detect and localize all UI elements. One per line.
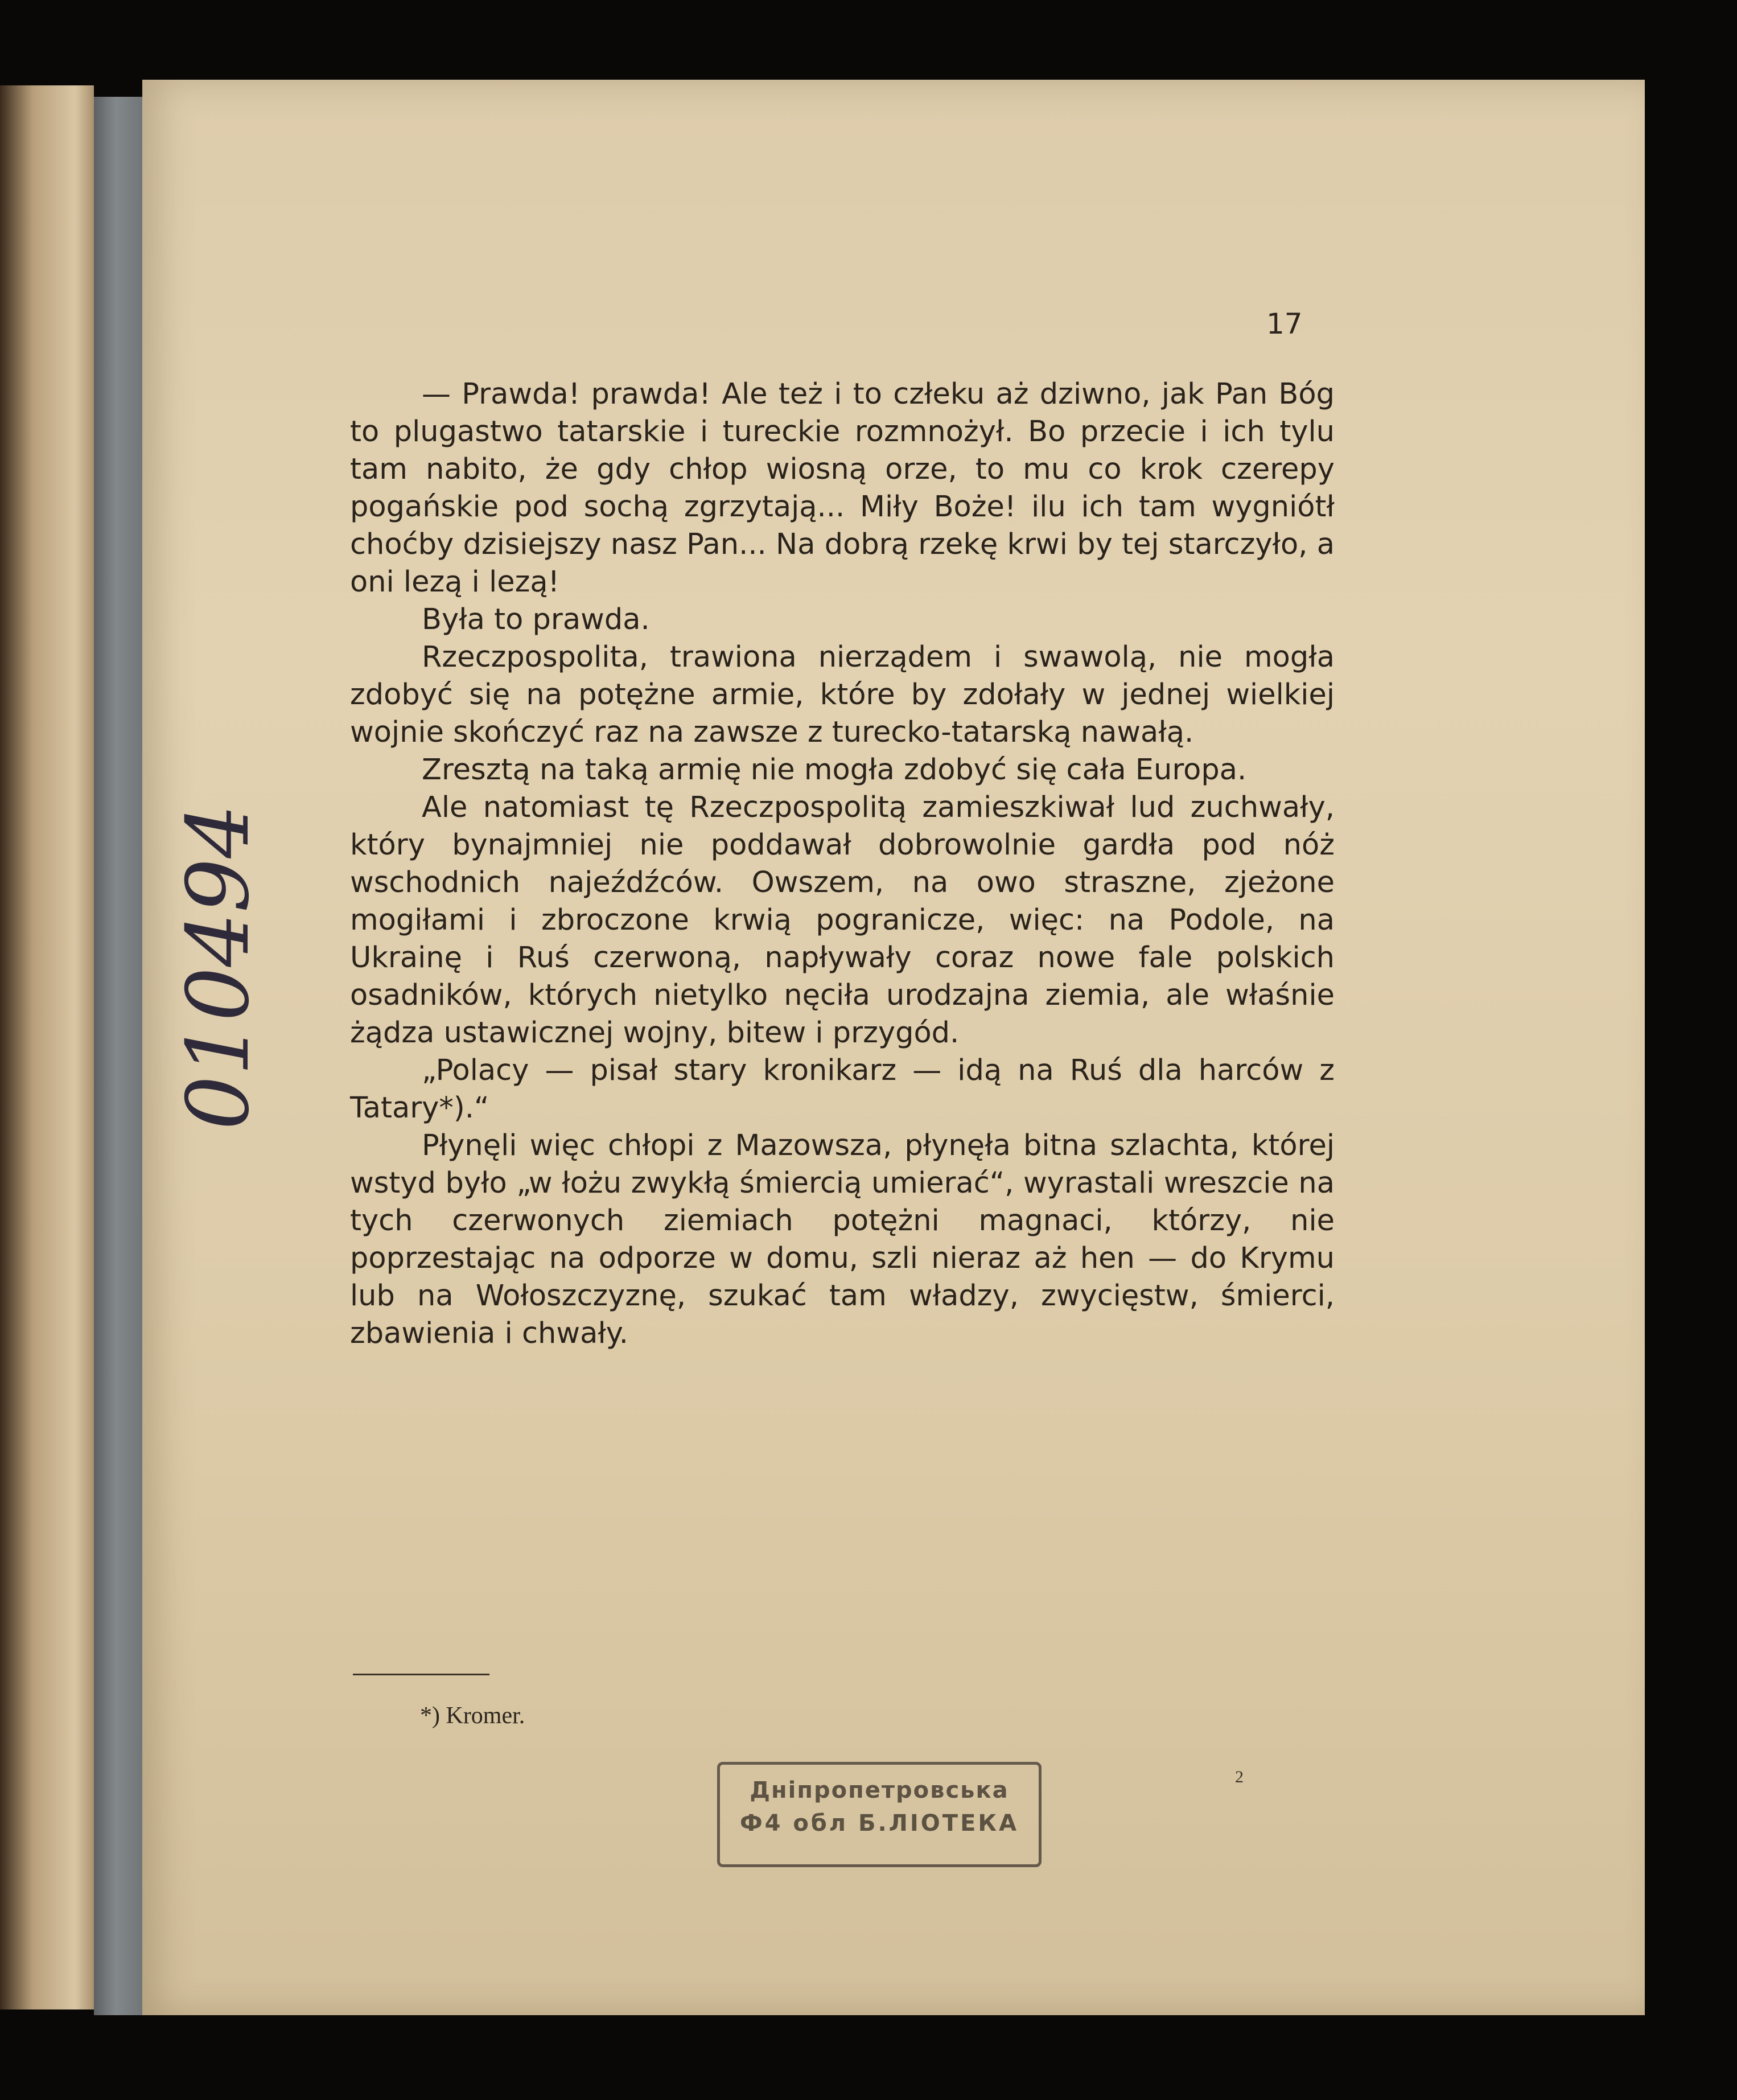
handwritten-number-group <box>169 804 268 1130</box>
stamp-line-1: Дніпропетровська <box>750 1777 1009 1803</box>
paragraph-5: Ale natomiast tę Rzeczpospolitą zamieszkiwał lud zuchwały, który bynajmniej nie poddawał dobrowolnie gardła pod nóż wschodnich najeźdźców. Owszem, na owo straszne, zjeżone mogiłami i zbroczone krwią pogranicze, więc: na Podole, na Ukrainę i Ruś czerwoną, napływały coraz nowe fale polskich osadników, których nietylko nęciła urodzajna ziemia, ale właśnie żądza ustawicznej wojny, bitew i przygód. <box>350 791 1335 1050</box>
paragraph-7: Płynęli więc chłopi z Mazowsza, płynęła bitna szlachta, której wstyd było „w łożu zwykłą śmiercią umierać“, wyrastali wreszcie na tych czerwonych ziemiach potężni magnaci, którzy, nie poprzestając na odporze w domu, szli nieraz aż hen — do Krymu lub na Wołoszczyznę, szukać tam władzy, zwycięstw, śmierci, zbawienia i chwały. <box>350 1129 1335 1350</box>
paragraph-1: — Prawda! prawda! Ale też i to człeku aż dziwno, jak Pan Bóg to plugastwo tatarskie i tureckie rozmnożył. Bo przecie i ich tylu tam nabito, że gdy chłop wiosną orze, to mu co krok czerepy pogańskie pod sochą zgrzytają... Miły Boże! ilu ich tam wygniótł choćby dzisiejszy nasz Pan... Na dobrą rzekę krwi by tej starczyło, a oni lezą i lezą! <box>350 377 1335 599</box>
paragraph-4: Zresztą na taką armię nie mogła zdobyć się cała Europa. <box>422 753 1247 787</box>
paragraph-6: „Polacy — pisał stary kronikarz — idą na Ruś dla harców z Tatary*).“ <box>350 1054 1335 1125</box>
page-number: 17 <box>1266 307 1303 340</box>
stamp-line-2: Ф4 обл Б.ЛІОТЕКА <box>739 1810 1019 1836</box>
sheet-signature-mark: 2 <box>1235 1768 1244 1786</box>
paragraph-2: Była to prawda. <box>422 603 650 636</box>
footnote: *) Kromer. <box>420 1703 525 1729</box>
handwritten-number-text: 010494 <box>169 804 268 1130</box>
paragraph-3: Rzeczpospolita, trawiona nierządem i swawolą, nie mogła zdobyć się na potężne armie, które by zdołały w jednej wielkiej wojnie skończyć raz na zawsze z turecko-tatarską nawałą. <box>350 640 1335 749</box>
